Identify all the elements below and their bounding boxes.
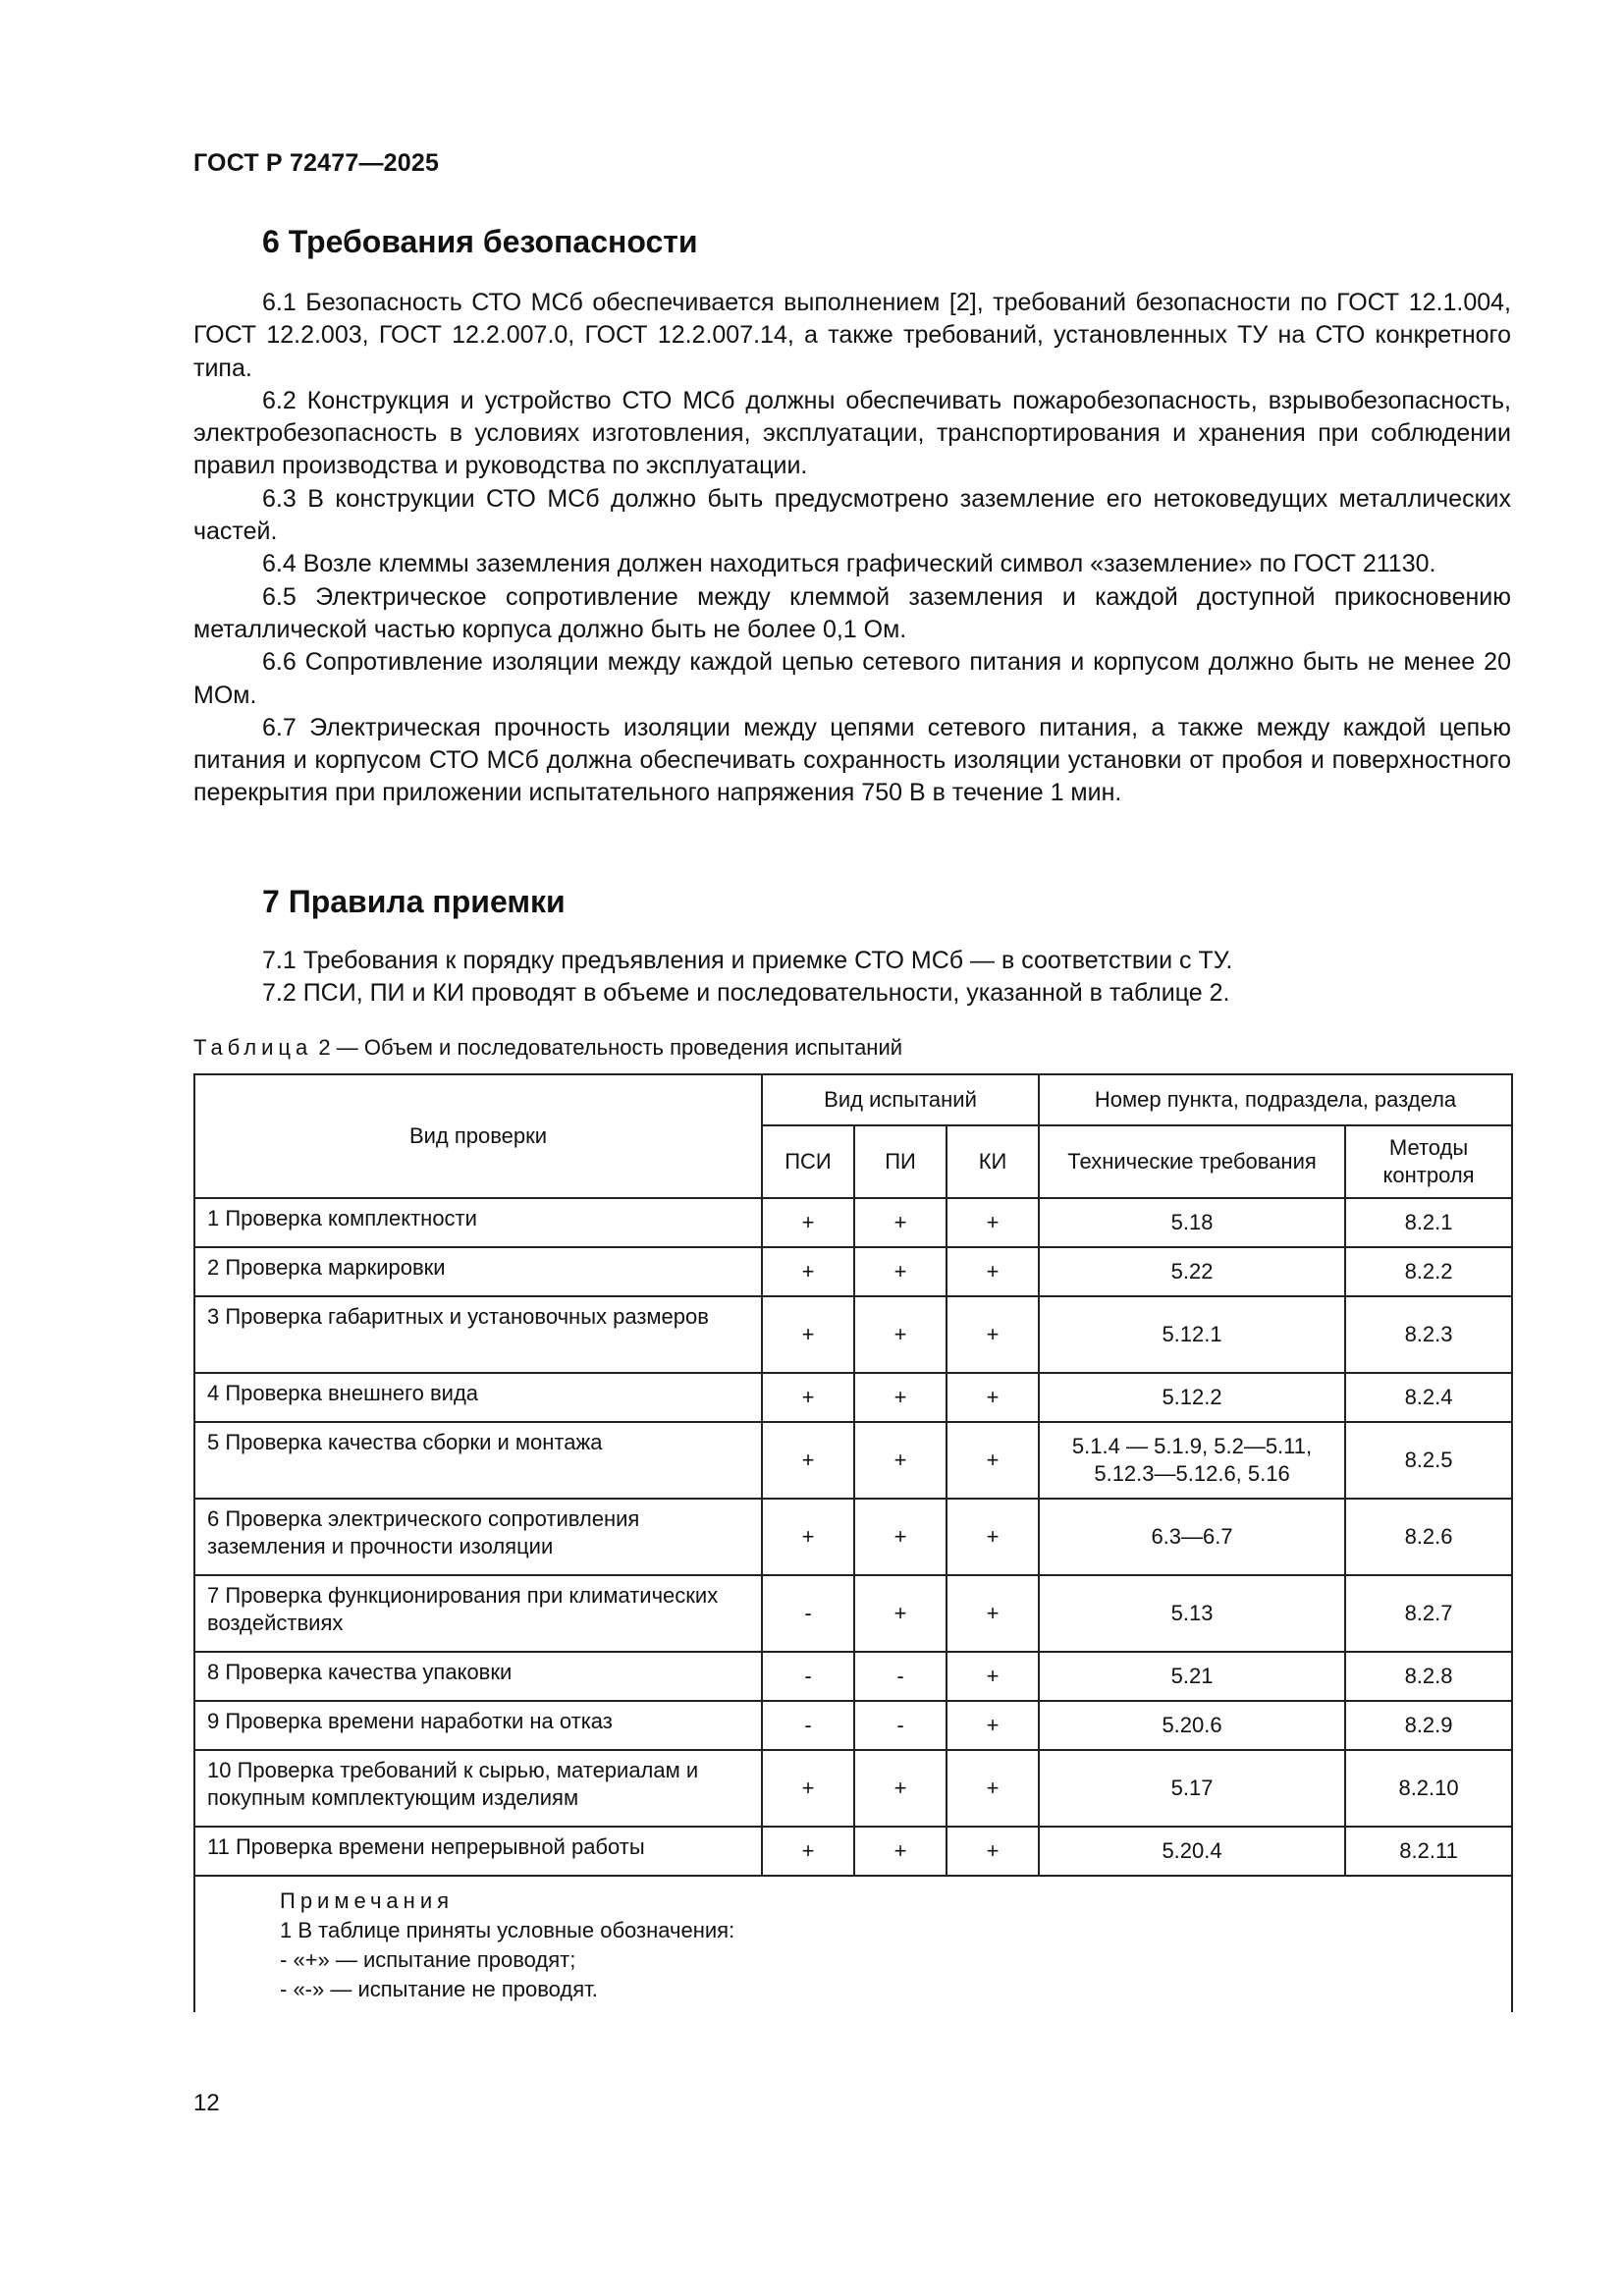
header-ki: КИ: [947, 1125, 1039, 1198]
row-check-name: 7 Проверка функционирования при климатических воздействиях: [194, 1575, 762, 1652]
row-control-method: 8.2.5: [1345, 1422, 1512, 1499]
table-row: [194, 1296, 1512, 1373]
paragraph-6-4: 6.4 Возле клеммы заземления должен находиться графический символ «заземление» по ГОСТ 21130.: [262, 550, 1436, 578]
row-tech-requirement: 5.21: [1039, 1652, 1345, 1701]
row-psi-mark: +: [762, 1499, 854, 1575]
paragraph-7-2: 7.2 ПСИ, ПИ и КИ проводят в объеме и последовательности, указанной в таблице 2.: [262, 979, 1230, 1008]
row-psi-mark: -: [762, 1701, 854, 1750]
notes-title: Примечания: [280, 1888, 455, 1913]
row-check-name: 9 Проверка времени наработки на отказ: [194, 1701, 762, 1750]
header-psi: ПСИ: [762, 1125, 854, 1198]
row-ki-mark: +: [947, 1198, 1039, 1247]
row-ki-mark: +: [947, 1373, 1039, 1422]
row-pi-mark: +: [854, 1422, 947, 1499]
row-pi-mark: +: [854, 1827, 947, 1876]
header-control-methods: Методы контроля: [1345, 1125, 1512, 1198]
row-control-method: 8.2.8: [1345, 1652, 1512, 1701]
row-ki-mark: +: [947, 1296, 1039, 1373]
paragraph-6-6: 6.6 Сопротивление изоляции между каждой цепью сетевого питания и корпусом должно быть не менее 20 МОм.: [193, 648, 1511, 709]
row-psi-mark: +: [762, 1422, 854, 1499]
note-line: - «-» — испытание не проводят.: [280, 1977, 598, 2001]
row-control-method: 8.2.6: [1345, 1499, 1512, 1575]
document-standard-header: ГОСТ Р 72477—2025: [193, 149, 440, 177]
row-tech-requirement: 5.12.2: [1039, 1373, 1345, 1422]
section-6-body: [193, 287, 1511, 810]
row-tech-requirement: 5.18: [1039, 1198, 1345, 1247]
table-caption-text: 2 — Объем и последовательность проведения испытаний: [312, 1035, 903, 1060]
table-row: [194, 1652, 1512, 1701]
paragraph-6-3: 6.3 В конструкции СТО МСб должно быть предусмотрено заземление его нетоковедущих металлических частей.: [193, 484, 1511, 546]
row-tech-requirement: 5.17: [1039, 1750, 1345, 1827]
header-test-type: Вид испытаний: [762, 1074, 1039, 1125]
row-control-method: 8.2.3: [1345, 1296, 1512, 1373]
table-header-row: [194, 1074, 1512, 1125]
row-psi-mark: +: [762, 1827, 854, 1876]
header-item-number: Номер пункта, подраздела, раздела: [1039, 1074, 1512, 1125]
paragraph-6-7: 6.7 Электрическая прочность изоляции между цепями сетевого питания, а также между каждой цепью питания и корпусом СТО МСб должна обеспечивать сохранность изоляции установки от пробоя и поверхностного перекрытия при приложении испытательного напряжения 750 В в течение 1 мин.: [193, 713, 1511, 807]
note-line: - «+» — испытание проводят;: [280, 1947, 576, 1972]
row-ki-mark: +: [947, 1422, 1039, 1499]
table-row: [194, 1373, 1512, 1422]
row-check-name: 8 Проверка качества упаковки: [194, 1652, 762, 1701]
table-row: [194, 1827, 1512, 1876]
row-ki-mark: +: [947, 1827, 1039, 1876]
row-psi-mark: +: [762, 1750, 854, 1827]
row-tech-requirement: 5.20.4: [1039, 1827, 1345, 1876]
row-tech-requirement: 5.1.4 — 5.1.9, 5.2—5.11, 5.12.3—5.12.6, 5.16: [1039, 1422, 1345, 1499]
header-pi: ПИ: [854, 1125, 947, 1198]
row-control-method: 8.2.2: [1345, 1247, 1512, 1296]
row-control-method: 8.2.11: [1345, 1827, 1512, 1876]
row-ki-mark: +: [947, 1499, 1039, 1575]
table-notes: [194, 1876, 1512, 2012]
paragraph-7-1: 7.1 Требования к порядку предъявления и приемке СТО МСб — в соответствии с ТУ.: [262, 947, 1233, 974]
note-line: 1 В таблице приняты условные обозначения:: [280, 1918, 735, 1942]
row-tech-requirement: 5.12.1: [1039, 1296, 1345, 1373]
row-check-name: 3 Проверка габаритных и установочных размеров: [194, 1296, 762, 1373]
table-row: [194, 1701, 1512, 1750]
row-check-name: 5 Проверка качества сборки и монтажа: [194, 1422, 762, 1499]
row-pi-mark: -: [854, 1652, 947, 1701]
row-control-method: 8.2.1: [1345, 1198, 1512, 1247]
row-tech-requirement: 5.22: [1039, 1247, 1345, 1296]
row-control-method: 8.2.7: [1345, 1575, 1512, 1652]
row-control-method: 8.2.10: [1345, 1750, 1512, 1827]
paragraph-6-1: 6.1 Безопасность СТО МСб обеспечивается выполнением [2], требований безопасности по ГОСТ 12.1.004, ГОСТ 12.2.003, ГОСТ 12.2.007.0, ГОСТ 12.2.007.14, а также требований, установленных ТУ на СТО конкретного типа.: [193, 289, 1511, 382]
row-check-name: 2 Проверка маркировки: [194, 1247, 762, 1296]
row-pi-mark: +: [854, 1750, 947, 1827]
table-caption-word: Таблица: [193, 1035, 313, 1060]
row-check-name: 1 Проверка комплектности: [194, 1198, 762, 1247]
row-tech-requirement: 6.3—6.7: [1039, 1499, 1345, 1575]
row-pi-mark: +: [854, 1373, 947, 1422]
table-row: [194, 1575, 1512, 1652]
row-check-name: 10 Проверка требований к сырью, материалам и покупным комплектующим изделиям: [194, 1750, 762, 1827]
row-pi-mark: +: [854, 1198, 947, 1247]
row-ki-mark: +: [947, 1575, 1039, 1652]
test-scope-table: [193, 1073, 1513, 2012]
row-psi-mark: -: [762, 1652, 854, 1701]
table-notes-row: [194, 1876, 1512, 2012]
table-row: [194, 1499, 1512, 1575]
table-row: [194, 1198, 1512, 1247]
row-pi-mark: +: [854, 1575, 947, 1652]
table-row: [194, 1422, 1512, 1499]
paragraph-6-2: 6.2 Конструкция и устройство СТО МСб должны обеспечивать пожаробезопасность, взрывобезопасность, электробезопасность в условиях изготовления, эксплуатации, транспортирования и хранения при соблюдении правил производства и руководства по эксплуатации.: [193, 386, 1511, 480]
table-row: [194, 1750, 1512, 1827]
row-psi-mark: +: [762, 1247, 854, 1296]
row-tech-requirement: 5.13: [1039, 1575, 1345, 1652]
header-check-type: Вид проверки: [194, 1074, 762, 1198]
table-caption: [193, 1035, 902, 1061]
row-control-method: 8.2.4: [1345, 1373, 1512, 1422]
section-7-heading: 7 Правила приемки: [262, 884, 566, 919]
row-control-method: 8.2.9: [1345, 1701, 1512, 1750]
row-ki-mark: +: [947, 1652, 1039, 1701]
row-ki-mark: +: [947, 1750, 1039, 1827]
row-tech-requirement: 5.20.6: [1039, 1701, 1345, 1750]
paragraph-6-5: 6.5 Электрическое сопротивление между клеммой заземления и каждой доступной прикосновению металлической частью корпуса должно быть не более 0,1 Ом.: [193, 582, 1511, 643]
row-pi-mark: -: [854, 1701, 947, 1750]
row-ki-mark: +: [947, 1247, 1039, 1296]
row-pi-mark: +: [854, 1247, 947, 1296]
row-psi-mark: -: [762, 1575, 854, 1652]
row-check-name: 11 Проверка времени непрерывной работы: [194, 1827, 762, 1876]
header-tech-requirements: Технические требования: [1039, 1125, 1345, 1198]
row-ki-mark: +: [947, 1701, 1039, 1750]
section-6-heading: 6 Требования безопасности: [262, 224, 698, 259]
row-pi-mark: +: [854, 1499, 947, 1575]
row-check-name: 4 Проверка внешнего вида: [194, 1373, 762, 1422]
row-psi-mark: +: [762, 1373, 854, 1422]
row-psi-mark: +: [762, 1198, 854, 1247]
row-psi-mark: +: [762, 1296, 854, 1373]
page-number: 12: [193, 2090, 220, 2116]
table-row: [194, 1247, 1512, 1296]
row-pi-mark: +: [854, 1296, 947, 1373]
section-7-body: [193, 945, 1511, 1011]
row-check-name: 6 Проверка электрического сопротивления заземления и прочности изоляции: [194, 1499, 762, 1575]
